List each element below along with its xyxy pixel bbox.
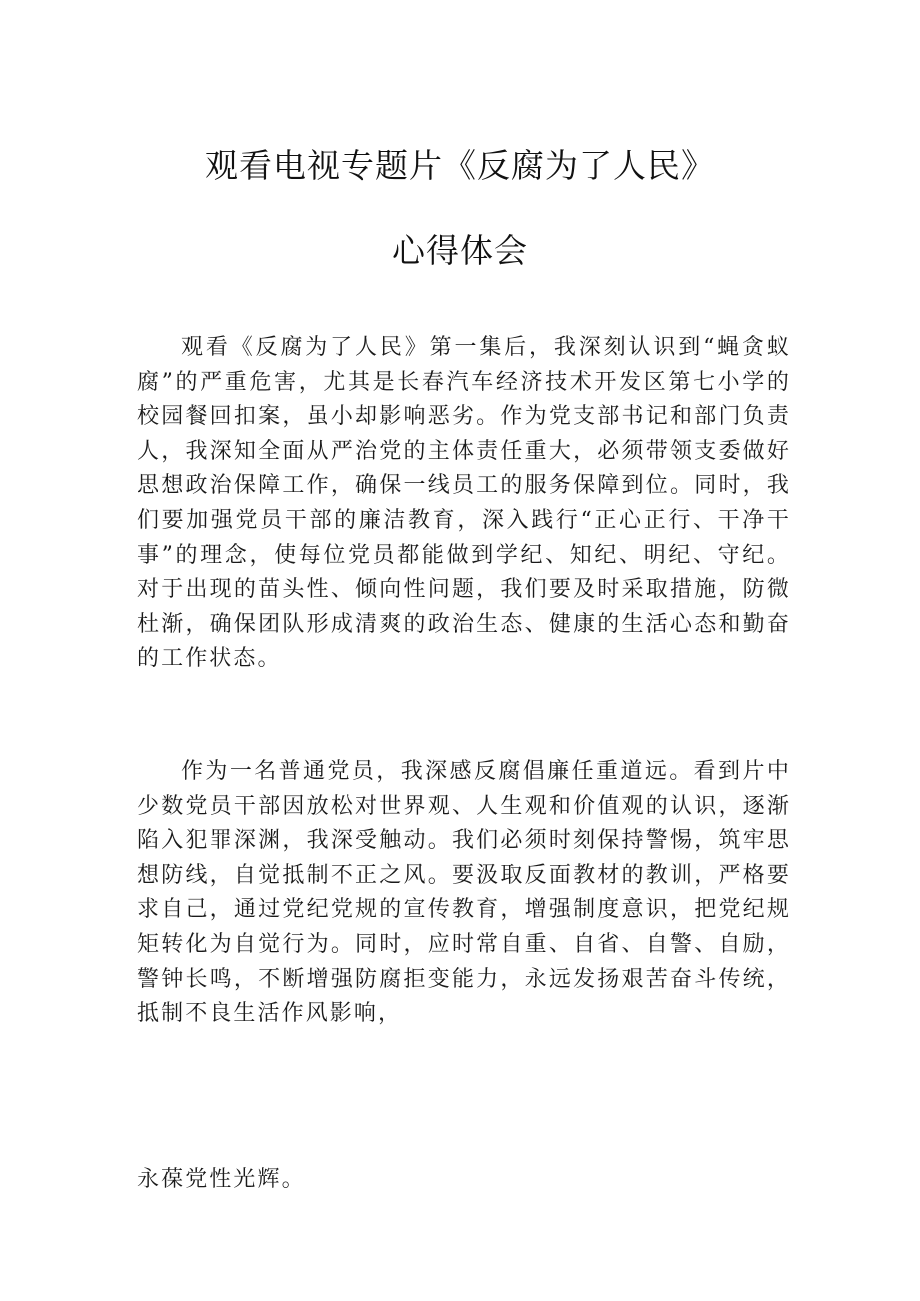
document-title-line-1: 观看电视专题片《反腐为了人民》: [205, 146, 715, 185]
body-paragraph-1: 观看《反腐为了人民》第一集后，我深刻认识到“蝇贪蚁腐”的严重危害，尤其是长春汽车经济技术开发区第七小学的校园餐回扣案，虽小却影响恶劣。作为党支部书记和部门负责人，我深知全面从严治党的主体责任重大，必须带领支委做好思想政治保障工作，确保一线员工的服务保障到位。同时，我们要加强党员干部的廉洁教育，深入践行“正心正行、干净干事”的理念，使每位党员都能做到学纪、知纪、明纪、守纪。对于出现的苗头性、倾向性问题，我们要及时采取措施，防微杜渐，确保团队形成清爽的政治生态、健康的生活心态和勤奋的工作状态。: [137, 335, 791, 672]
body-paragraph-2: 作为一名普通党员，我深感反腐倡廉任重道远。看到片中少数党员干部因放松对世界观、人生观和价值观的认识，逐渐陷入犯罪深渊，我深受触动。我们必须时刻保持警惕，筑牢思想防线，自觉抵制不正之风。要汲取反面教材的教训，严格要求自己，通过党纪党规的宣传教育，增强制度意识，把党纪规矩转化为自觉行为。同时，应时常自重、自省、自警、自励，警钟长鸣，不断增强防腐拒变能力，永远发扬艰苦奋斗传统，抵制不良生活作风影响，: [137, 759, 791, 1027]
document-title-line-2: 心得体会: [392, 231, 528, 270]
body-paragraph-3: 永葆党性光辉。: [137, 1167, 306, 1192]
